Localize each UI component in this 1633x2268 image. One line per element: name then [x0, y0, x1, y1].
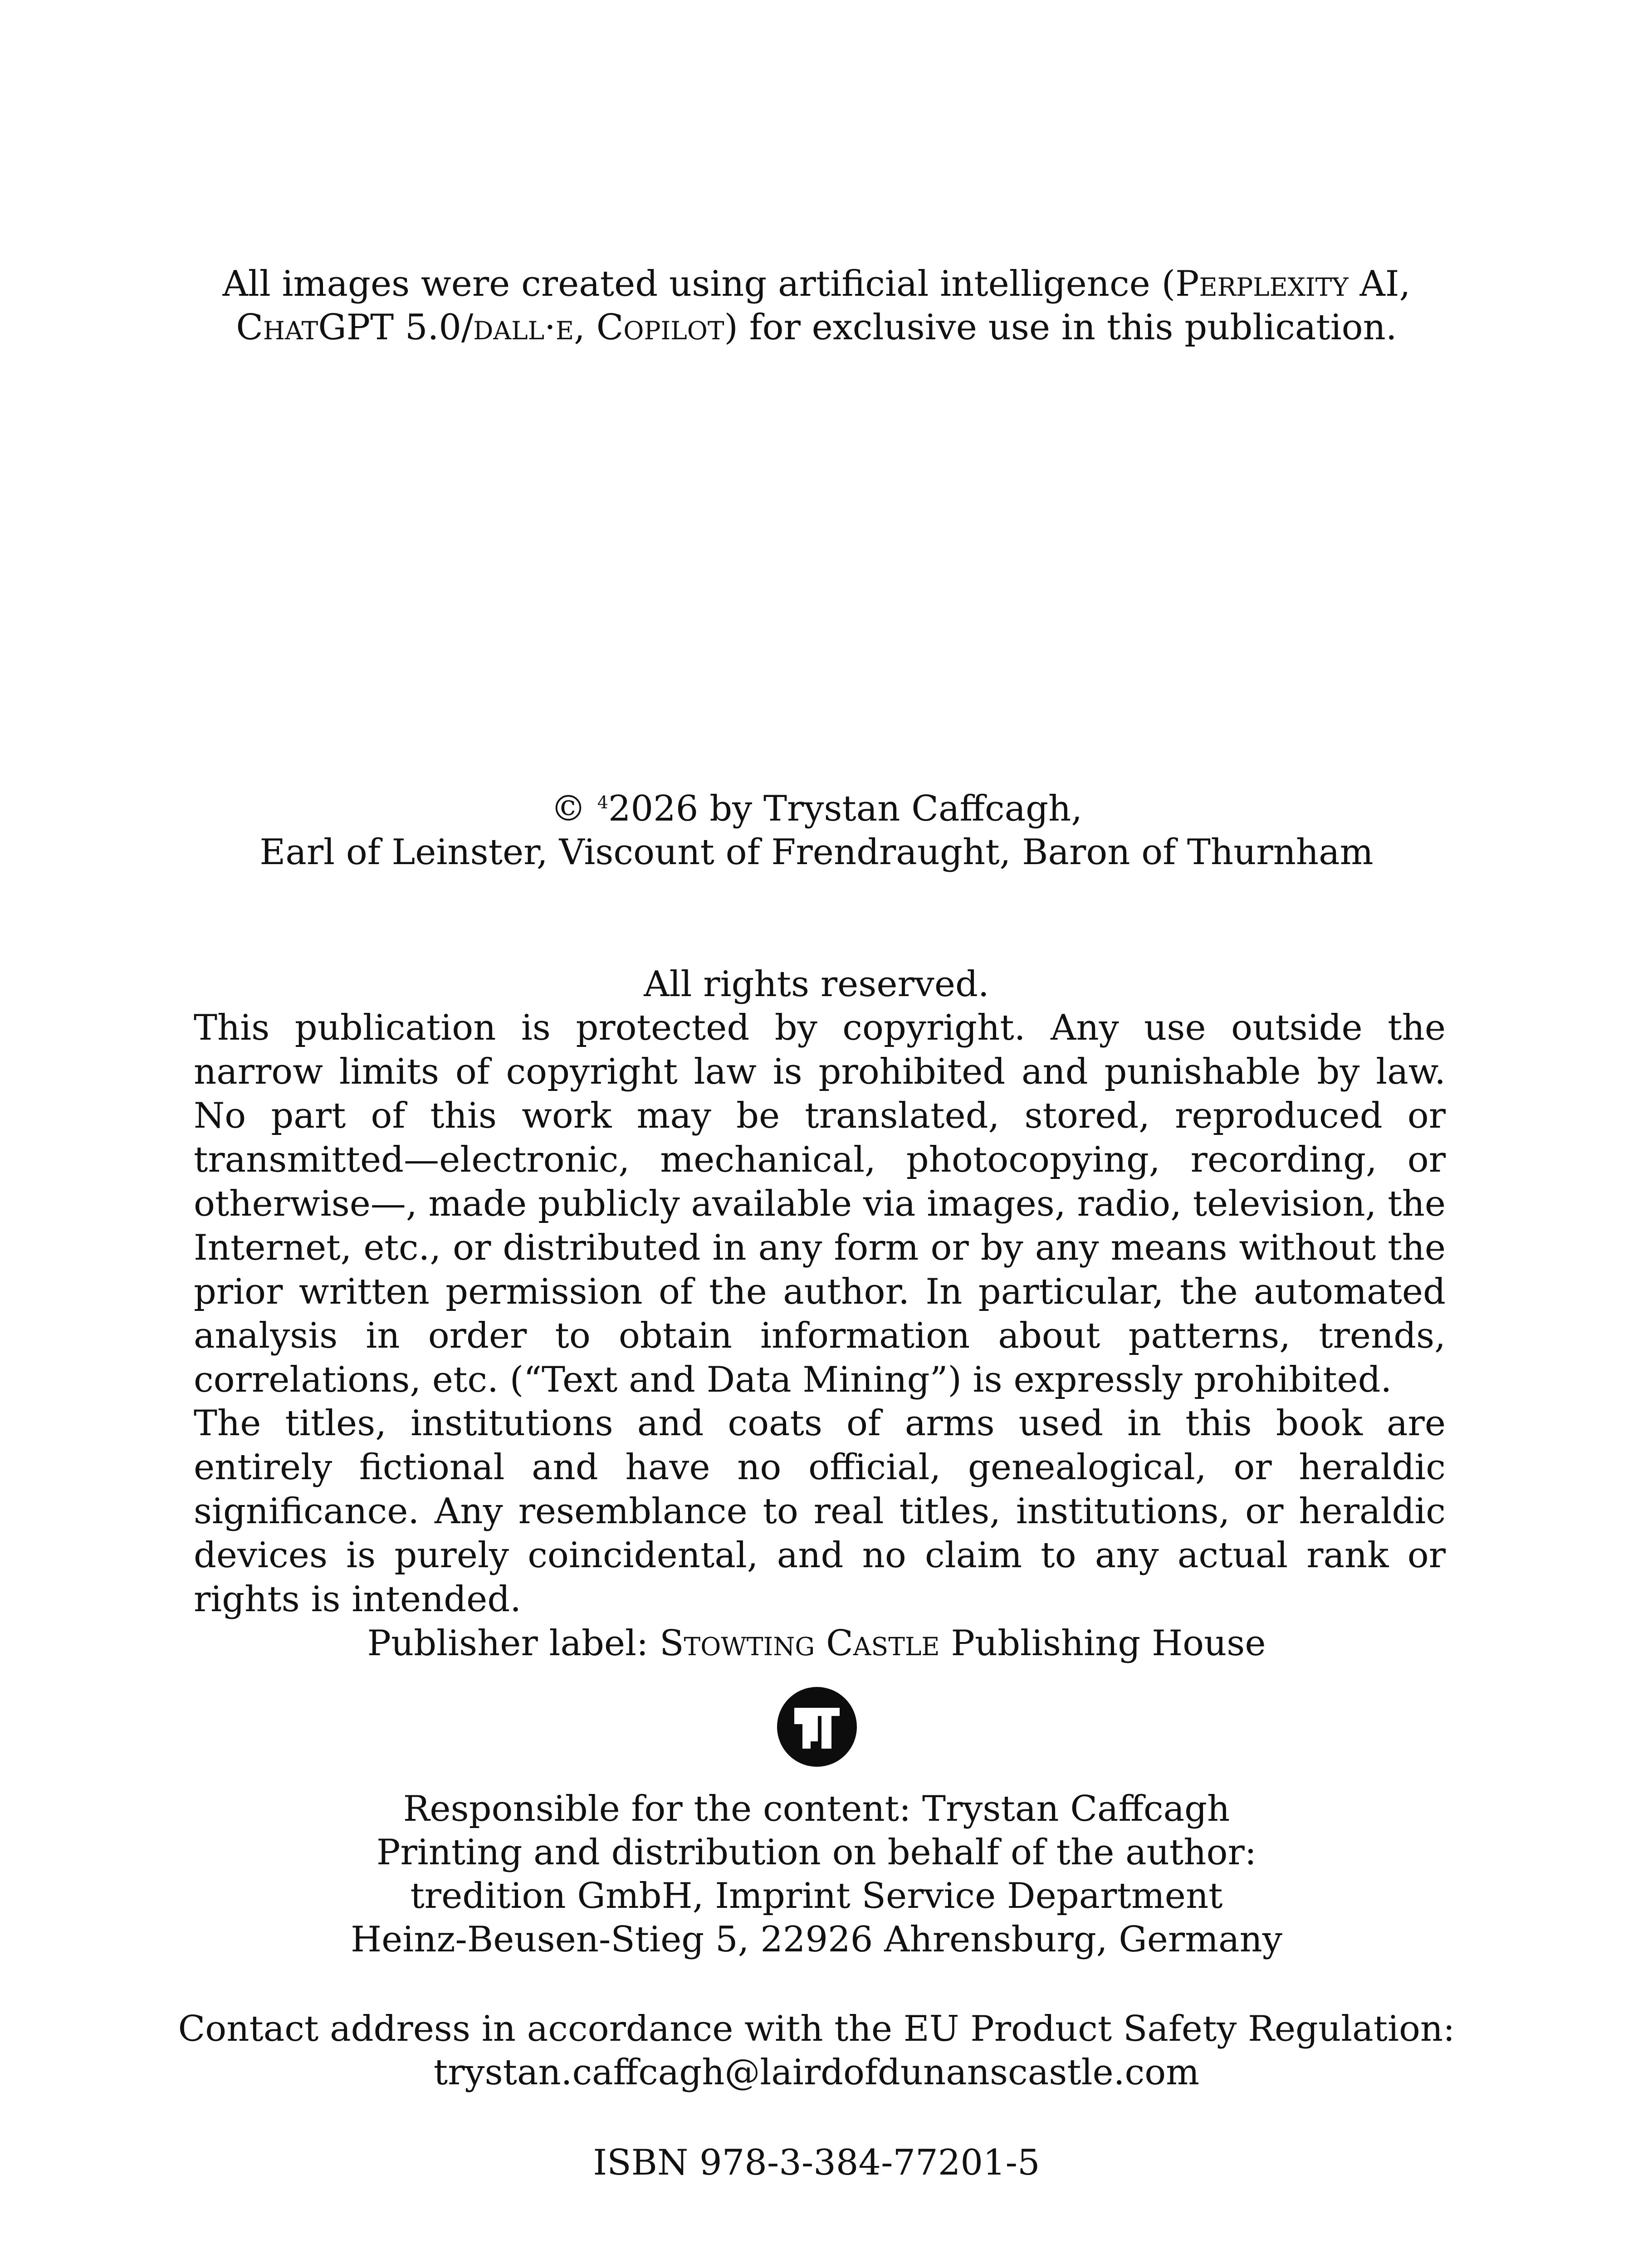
tredition-logo-icon [777, 1687, 857, 1767]
printer-name: tredition GmbH, Imprint Service Department [410, 1876, 1223, 1916]
copyright-year-author: 2026 by Trystan Caffcagh, [608, 788, 1083, 829]
ai-note-comma: , [574, 307, 596, 348]
contact-label: Contact address in accordance with the EU Product Safety Regulation: [178, 2009, 1455, 2049]
copyright-symbol: © [550, 788, 597, 829]
publisher-label-prefix: Publisher label: [367, 1623, 660, 1664]
publisher-name: Stowting Castle [660, 1623, 940, 1664]
responsible-line: Responsible for the content: Trystan Caffcagh [403, 1789, 1230, 1829]
ai-note-line2-suffix: ) for exclusive use in this publication. [724, 307, 1397, 348]
edition-superscript: 4 [597, 792, 608, 812]
ai-note-prefix: All images were created using artificial intelligence ( [222, 264, 1176, 304]
contact-email: trystan.caffcagh@lairdofdunanscastle.com [433, 2052, 1200, 2093]
copyright-line-1 [0, 787, 1633, 831]
ai-note-line-1 [0, 262, 1633, 306]
publisher-label-suffix: Publishing House [939, 1623, 1266, 1664]
responsible-block [0, 1787, 1633, 1961]
printing-line: Printing and distribution on behalf of the author: [376, 1832, 1257, 1873]
ai-note-line1-suffix: AI, [1348, 264, 1411, 304]
fictional-notice-paragraph: The titles, institutions and coats of arms used in this book are entirely fictional and have no official, genealogical, or heraldic significance. Any resemblance to real titles, institutions, or heraldic devices is purely coincidental, and no claim to any actual rank or rights is intended. [194, 1403, 1446, 1620]
copyright-paragraph: This publication is protected by copyright. Any use outside the narrow limits of copyright law is prohibited and punishable by law. No part of this work may be translated, stored, reproduced or transmitted—electronic, mechanical, photocopying, recording, or otherwise—, made publicly available via images, radio, television, the Internet, etc., or distributed in any form or by any means without the prior written permission of the author. In particular, the automated analysis in order to obtain information about patterns, trends, correlations, etc. (“Text and Data Mining”) is expressly prohibited. [194, 1007, 1446, 1400]
author-titles: Earl of Leinster, Viscount of Frendraught, Baron of Thurnham [259, 832, 1374, 873]
publisher-label [0, 1622, 1633, 1665]
isbn: ISBN 978-3-384-77201-5 [593, 2142, 1040, 2183]
chatgpt-name: ChatGPT [236, 307, 394, 348]
dalle-name: dall·e [473, 307, 574, 348]
chatgpt-version: 5.0/ [394, 307, 474, 348]
ai-images-note [0, 262, 1633, 349]
printer-address: Heinz-Beusen-Stieg 5, 22926 Ahrensburg, Germany [351, 1919, 1282, 1960]
contact-block [0, 2007, 1633, 2094]
tredition-logo-svg [777, 1687, 857, 1767]
rights-heading: All rights reserved. [644, 964, 989, 1005]
perplexity-name: Perplexity [1175, 264, 1349, 304]
ai-note-line-2 [0, 306, 1633, 349]
copilot-name: Copilot [596, 307, 724, 348]
copyright-notice [0, 787, 1633, 874]
